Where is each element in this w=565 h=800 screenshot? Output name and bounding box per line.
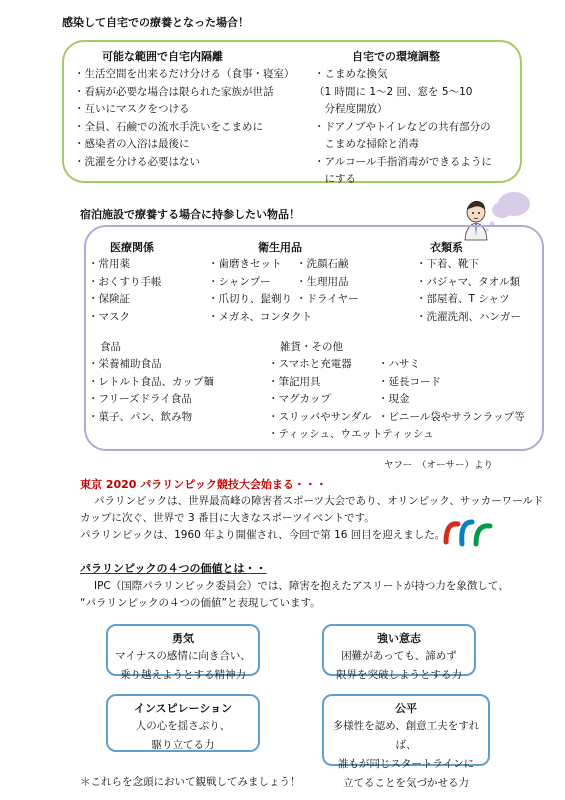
- paralympics-title: 東京 2020 パラリンピック競技大会始まる・・・: [80, 478, 327, 491]
- list-item: ・洗濯を分ける必要はない: [74, 155, 200, 168]
- values-intro-line2: “パラリンピックの４つの価値”と表現しています。: [80, 597, 321, 609]
- paralympics-para1-line1: パラリンピックは、世界最高峰の障害者スポーツ大会であり、オリンピック、サッカーワールド: [94, 495, 544, 507]
- list-item: ・栄養補助食品: [88, 358, 162, 370]
- value-line: 限界を突破しようとする力: [336, 669, 462, 681]
- list-item: ・菓子、パン、飲み物: [88, 410, 193, 423]
- lodging-title: 宿泊施設で療養する場合に持参したい物品！: [80, 208, 300, 221]
- list-item: にする: [314, 173, 356, 185]
- list-item: ・アルコール手指消毒ができるように: [314, 155, 492, 168]
- value-line: 多様性を認め、創意工夫をすれば、: [332, 720, 480, 751]
- medical-heading: 医療関係: [110, 241, 154, 254]
- list-item: ・フリーズドライ食品: [88, 393, 192, 405]
- value-line: 人の心を揺さぶり、: [135, 720, 231, 732]
- food-list: [88, 356, 214, 426]
- hygiene-list-2: [296, 256, 359, 309]
- values-title: パラリンピックの４つの価値とは・・: [80, 562, 267, 575]
- list-item: ・ドアノブやトイレなどの共有部分の: [314, 120, 491, 133]
- list-item: こまめな掃除と消毒: [314, 138, 419, 150]
- list-item: ・看病が必要な場合は限られた家族が世話: [74, 85, 274, 98]
- list-item: ・常用薬: [88, 258, 130, 270]
- value-box-courage: [106, 624, 260, 681]
- paralympics-para1-line2: カップに次ぐ、世界で 3 番目に大きなスポーツイベントです。: [80, 512, 375, 524]
- list-item: ・マスク: [88, 310, 130, 323]
- list-item: ・ビニール袋やサランラップ等: [378, 410, 525, 423]
- list-item: ・互いにマスクをつける: [74, 103, 190, 115]
- list-item: ・レトルト食品、カップ麺: [88, 375, 214, 388]
- source-credit: ヤフー （オーサー）より: [384, 460, 493, 471]
- list-item: ・生理用品: [296, 275, 349, 288]
- values-footer: ＊これらを念頭において観戦してみましょう！: [80, 776, 301, 788]
- value-box-equality: [322, 694, 490, 789]
- list-item: ・マグカップ: [268, 393, 331, 405]
- list-item: ・感染者の入浴は最後に: [74, 138, 190, 150]
- list-item: ・保険証: [88, 293, 130, 305]
- list-item: ・爪切り、髭剃り: [208, 293, 292, 305]
- value-line: マイナスの感情に向き合い、: [115, 650, 251, 662]
- medical-list: [88, 256, 162, 326]
- hygiene-heading: 衛生用品: [258, 241, 302, 254]
- right-heading: 自宅での環境調整: [352, 50, 440, 63]
- list-item: ・洗顔石鹸: [296, 258, 349, 270]
- paralympic-agitos-logo: [442, 516, 494, 550]
- clothes-list: [416, 256, 521, 326]
- list-item: ・スマホと充電器: [268, 358, 352, 370]
- lodging-items-box: [84, 225, 544, 451]
- list-item: ・メガネ、コンタクト: [208, 310, 312, 323]
- list-item: ・スリッパやサンダル: [268, 410, 372, 423]
- value-title: 公平: [395, 702, 417, 715]
- list-item: ・洗濯洗剤、ハンガー: [416, 310, 521, 323]
- environment-list: [314, 66, 492, 189]
- list-item: ・部屋着、T シャツ: [416, 293, 510, 305]
- value-title: 強い意志: [377, 632, 421, 645]
- list-item: ・下着、靴下: [416, 258, 479, 270]
- list-item: ・ドライヤー: [296, 293, 359, 305]
- values-intro-line1: IPC（国際パラリンピック委員会）では、障害を抱えたアスリートが持つ力を象徴して、: [94, 580, 509, 592]
- clothes-heading: 衣類系: [430, 241, 463, 254]
- value-box-determination: [322, 624, 476, 681]
- left-heading: 可能な範囲で自宅内隔離: [102, 50, 223, 63]
- value-line: 困難があっても、諦めず: [341, 650, 457, 662]
- value-line: 乗り越えようとする精神力: [120, 669, 246, 681]
- list-item: ・こまめな換気: [314, 68, 388, 80]
- list-item: ・ハサミ: [378, 358, 420, 370]
- infection-title: 感染して自宅での療養となった場合！: [62, 16, 249, 29]
- list-item: ・ティッシュ、ウエットティッシュ: [268, 428, 434, 440]
- list-item: ・歯磨きセット: [208, 258, 282, 270]
- list-item: 分程度開放）: [314, 103, 388, 115]
- value-title: 勇気: [172, 632, 194, 645]
- food-heading: 食品: [100, 341, 121, 353]
- isolation-list: [74, 66, 295, 171]
- list-item: ・現金: [378, 393, 410, 405]
- list-item: ・全員、石鹸での流水手洗いをこまめに: [74, 120, 263, 133]
- misc-heading: 雑貨・その他: [280, 341, 343, 353]
- list-item: （1 時間に 1～2 回、窓を 5～10: [314, 85, 473, 98]
- value-title: インスピレーション: [133, 702, 233, 715]
- misc-list-2: [378, 356, 525, 426]
- list-item: ・筆記用具: [268, 375, 321, 388]
- list-item: ・おくすり手帳: [88, 275, 162, 288]
- home-isolation-box: [62, 40, 522, 183]
- value-line: 立てることを気づかせる力: [343, 777, 469, 789]
- list-item: ・パジャマ、タオル類: [416, 275, 521, 288]
- value-box-inspiration: [106, 694, 260, 752]
- value-line: 駆り立てる力: [151, 739, 215, 751]
- list-item: ・延長コード: [378, 375, 441, 388]
- value-line: 誰もが同じスタートラインに: [337, 758, 475, 770]
- list-item: ・生活空間を出来るだけ分ける（食事・寝室）: [74, 68, 295, 80]
- paralympics-para2: パラリンピックは、1960 年より開催され、今回で第 16 回目を迎えました。: [80, 529, 446, 541]
- list-item: ・シャンプー: [208, 275, 271, 288]
